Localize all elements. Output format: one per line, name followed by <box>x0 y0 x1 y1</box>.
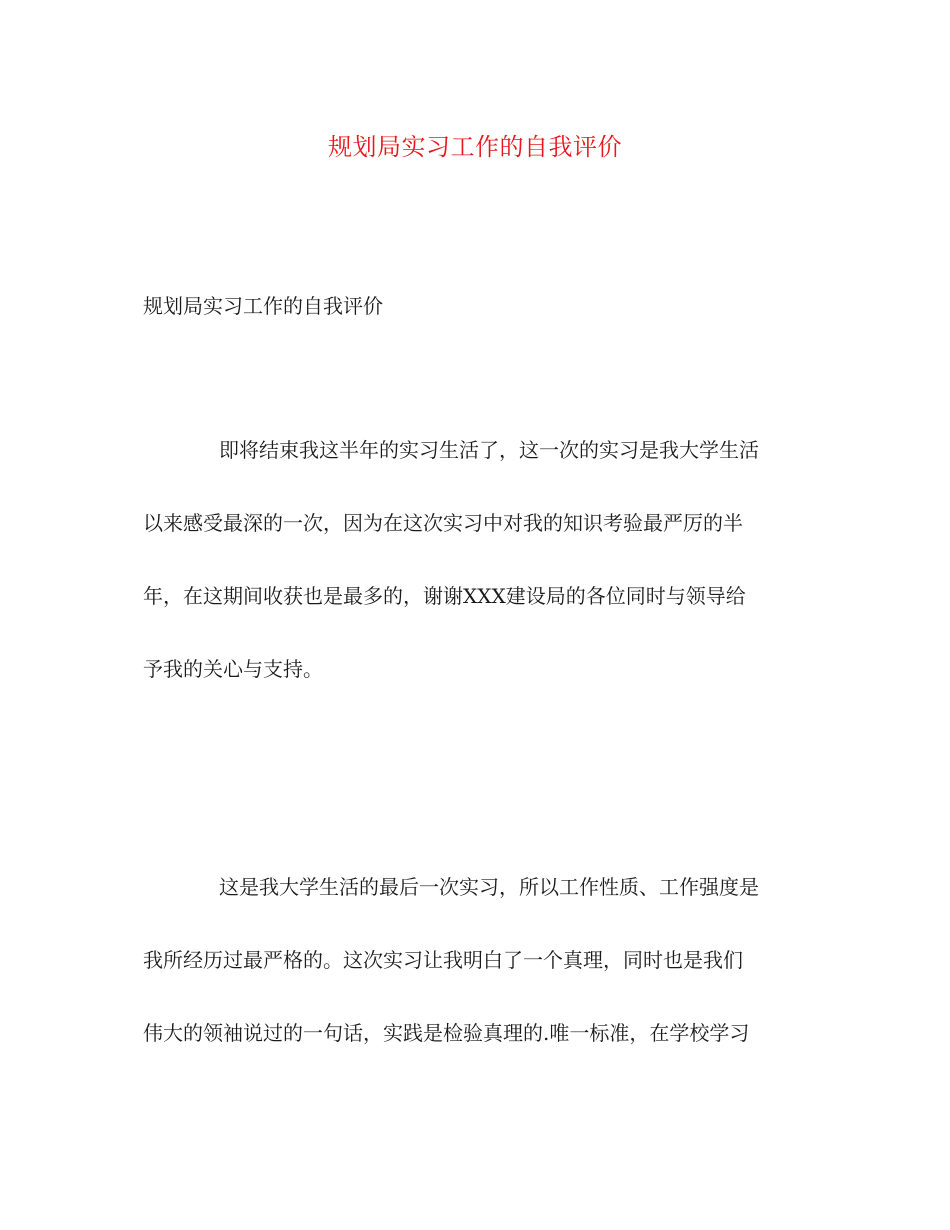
paragraph-1-line-3: 年，在这期间收获也是最多的，谢谢XXX建设局的各位同时与领导给 <box>143 584 746 608</box>
document-subtitle: 规划局实习工作的自我评价 <box>143 294 383 318</box>
paragraph-1-line-2: 以来感受最深的一次，因为在这次实习中对我的知识考验最严厉的半 <box>143 511 743 535</box>
paragraph-2-line-2: 我所经历过最严格的。这次实习让我明白了一个真理，同时也是我们 <box>143 948 743 972</box>
paragraph-2-line-1: 这是我大学生活的最后一次实习，所以工作性质、工作强度是 <box>219 875 759 899</box>
paragraph-1-line-4: 予我的关心与支持。 <box>143 657 323 681</box>
paragraph-2 <box>143 851 805 1070</box>
document-title: 规划局实习工作的自我评价 <box>328 133 622 161</box>
paragraph-2-line-3: 伟大的领袖说过的一句话，实践是检验真理的.唯一标准，在学校学习 <box>143 1021 750 1045</box>
paragraph-1-line-1: 即将结束我这半年的实习生活了，这一次的实习是我大学生活 <box>219 438 759 462</box>
paragraph-1 <box>143 414 805 706</box>
